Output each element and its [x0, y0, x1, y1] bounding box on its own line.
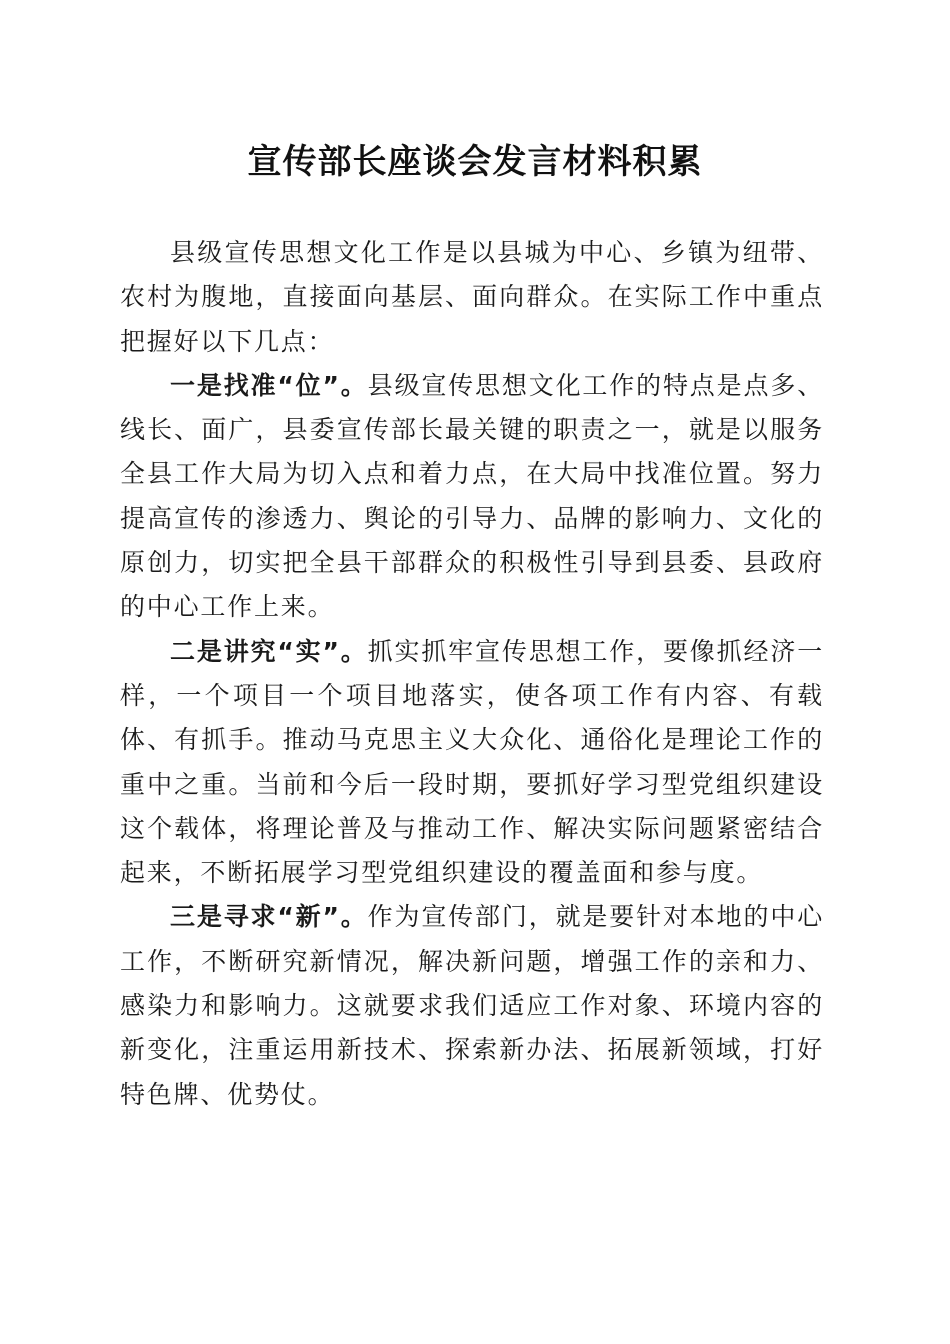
point-paragraph-1 [120, 364, 824, 630]
point-lead-3: 三是寻求“新”。 [170, 902, 368, 932]
document-body [120, 231, 824, 1117]
point-text-1: 县级宣传思想文化工作的特点是点多、线长、面广，县委宣传部长最关键的职责之一，就是以服务全县工作大局为切入点和着力点，在大局中找准位置。努力提高宣传的渗透力、舆论的引导力、品牌的影响力、文化的原创力，切实把全县干部群众的积极性引导到县委、县政府的中心工作上来。 [120, 370, 824, 622]
point-lead-2: 二是讲究“实”。 [170, 636, 368, 666]
document-title: 宣传部长座谈会发言材料积累 [247, 142, 703, 182]
point-text-3: 作为宣传部门，就是要针对本地的中心工作，不断研究新情况，解决新问题，增强工作的亲和力、感染力和影响力。这就要求我们适应工作对象、环境内容的新变化，注重运用新技术、探索新办法、拓展新领域，打好特色牌、优势仗。 [120, 902, 824, 1109]
point-paragraph-3 [120, 895, 824, 1116]
intro-paragraph: 县级宣传思想文化工作是以县城为中心、乡镇为纽带、农村为腹地，直接面向基层、面向群众。在实际工作中重点把握好以下几点： [120, 238, 824, 356]
point-paragraph-2 [120, 630, 824, 896]
point-text-2: 抓实抓牢宣传思想工作，要像抓经济一样，一个项目一个项目地落实，使各项工作有内容、有载体、有抓手。推动马克思主义大众化、通俗化是理论工作的重中之重。当前和今后一段时期，要抓好学习型党组织建设这个载体，将理论普及与推动工作、解决实际问题紧密结合起来，不断拓展学习型党组织建设的覆盖面和参与度。 [120, 636, 824, 888]
point-lead-1: 一是找准“位”。 [170, 370, 368, 400]
